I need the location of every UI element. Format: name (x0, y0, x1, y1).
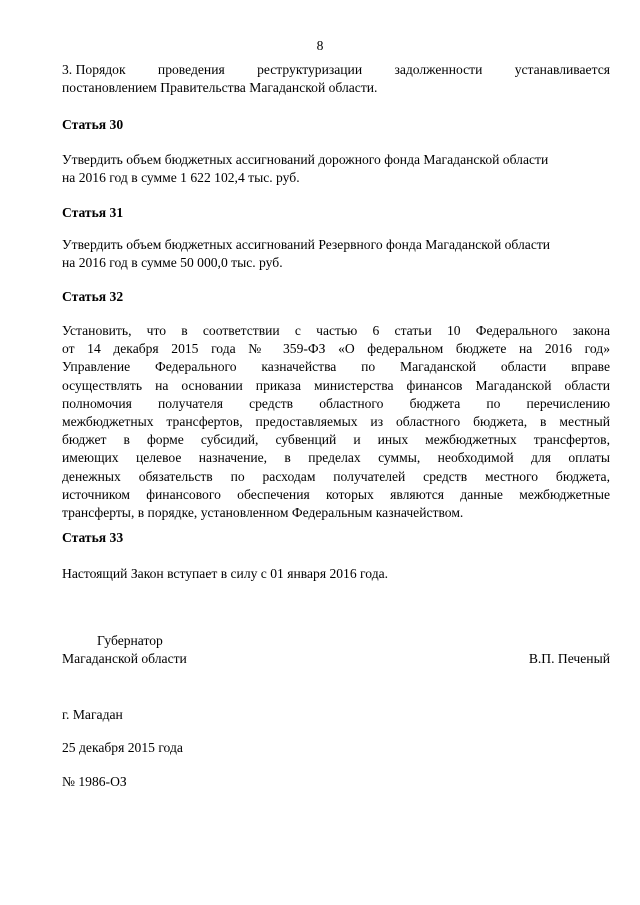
article-32-line: Установить, что в соответствии с частью 6 статьи 10 Федерального закона (62, 323, 610, 338)
clause-3-word: 3. Порядок (62, 62, 126, 77)
article-32-line: источником финансового обеспечения которых являются данные межбюджетные (62, 486, 610, 502)
article-32-heading: Статья 32 (62, 289, 124, 304)
article-32-line: полномочия получателя средств областного бюджета по перечислению (62, 395, 610, 411)
article-30-line-2: на 2016 год в сумме 1 622 102,4 тыс. руб. (62, 170, 300, 186)
article-30-heading: Статья 30 (62, 117, 124, 132)
article-32-last-line: трансферты, в порядке, установленном Федеральным казначейством. (62, 505, 464, 521)
article-30-line-1: Утвердить объем бюджетных ассигнований дорожного фонда Магаданской области (62, 152, 549, 167)
place-of-signing: г. Магадан (62, 707, 123, 722)
article-33-text: Настоящий Закон вступает в силу с 01 января 2016 года. (62, 566, 389, 581)
clause-3-line-1 (62, 61, 610, 79)
article-32-line: имеющих целевое назначение, в пределах суммы, необходимой для оплаты (62, 450, 610, 466)
article-32-paragraph (62, 322, 610, 522)
law-number: № 1986-ОЗ (62, 774, 127, 789)
article-32-line: от 14 декабря 2015 года № 359-ФЗ «О федеральном бюджете на 2016 год» (62, 341, 610, 357)
clause-3-word: проведения (157, 62, 225, 77)
clause-3-word: устанавливается (514, 62, 610, 77)
article-31-line-1: Утвердить объем бюджетных ассигнований Резервного фонда Магаданской области (62, 237, 551, 252)
clause-3-word: реструктуризации (257, 62, 363, 77)
article-31-line-2: на 2016 год в сумме 50 000,0 тыс. руб. (62, 255, 283, 271)
article-33-paragraph (62, 565, 610, 583)
clause-3-word: задолженности (394, 62, 483, 77)
article-31-paragraph (62, 236, 610, 272)
article-32-line: денежных обязательств по расходам получателей средств местного бюджета, (62, 468, 610, 484)
article-32-line: Управление Федерального казначейства по Магаданской области вправе (62, 359, 610, 375)
signature-region: Магаданской области (62, 651, 187, 666)
page-number: 8 (316, 38, 324, 53)
clause-3-line-2: постановлением Правительства Магаданской области. (62, 80, 378, 96)
article-32-line: осуществлять на основании приказа министерства финансов Магаданской области (62, 377, 610, 393)
article-32-line: бюджет в форме субсидий, субвенций и иных межбюджетных трансфертов, (62, 432, 610, 448)
signature-name: В.П. Печеный (528, 651, 610, 666)
signature-title: Губернатор (97, 633, 163, 648)
article-30-paragraph (62, 151, 610, 187)
article-33-heading: Статья 33 (62, 530, 124, 545)
signing-date: 25 декабря 2015 года (62, 740, 183, 755)
article-31-heading: Статья 31 (62, 205, 124, 220)
article-32-line: межбюджетных трансфертов, предоставляемых из областного бюджета, в местный (62, 414, 610, 430)
clause-3-paragraph (62, 61, 610, 97)
